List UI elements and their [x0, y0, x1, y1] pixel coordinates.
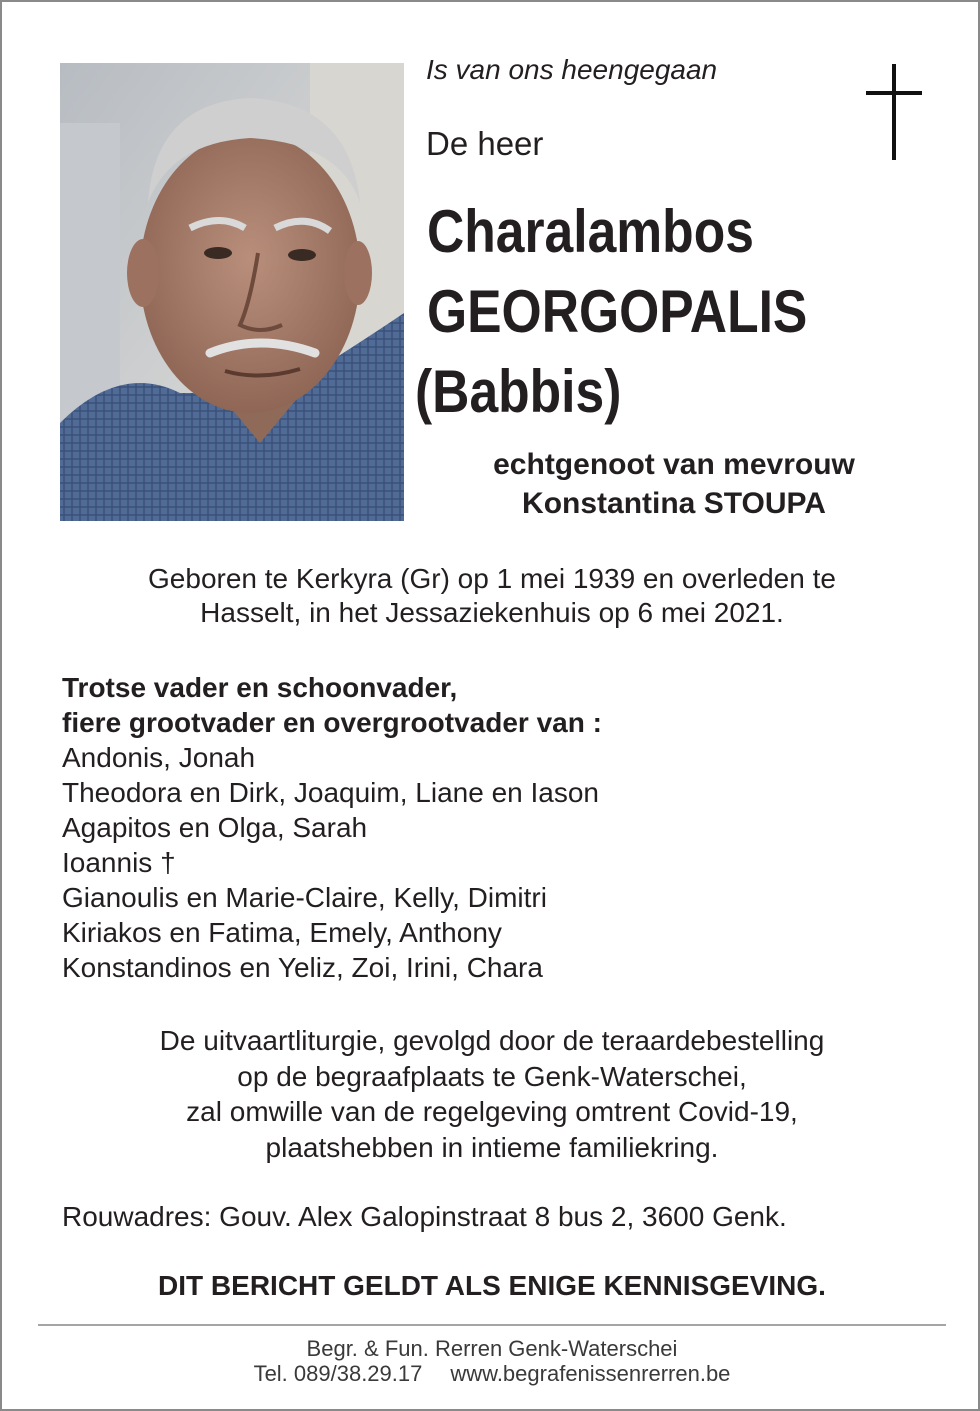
honorific: De heer — [426, 125, 544, 162]
birth-death-line: Hasselt, in het Jessaziekenhuis op 6 mei 2021. — [200, 597, 784, 628]
liturgy-line: op de begraafplaats te Genk-Waterschei, — [237, 1060, 747, 1092]
birth-death-text — [62, 562, 922, 630]
list-item: Konstandinos en Yeliz, Zoi, Irini, Chara — [62, 952, 543, 983]
portrait-photo — [60, 63, 404, 521]
liturgy-line: zal omwille van de regelgeving omtrent Covid-19, — [186, 1096, 798, 1127]
family-heading: fiere grootvader en overgrootvader van : — [62, 707, 602, 738]
liturgy-text — [62, 1023, 922, 1165]
intro-text: Is van ons heengegaan — [426, 54, 718, 85]
liturgy-line: plaatshebben in intieme familiekring. — [265, 1131, 719, 1163]
spouse-line-2: Konstantina STOUPA — [522, 487, 826, 520]
website-link[interactable]: www.begrafenissenrerren.be — [450, 1361, 731, 1386]
family-heading: Trotse vader en schoonvader, — [62, 672, 458, 703]
notice-text: DIT BERICHT GELDT ALS ENIGE KENNISGEVING. — [158, 1270, 826, 1301]
liturgy-line: De uitvaartliturgie, gevolgd door de teraardebestelling — [159, 1025, 825, 1056]
spouse-line-1: echtgenoot van mevrouw — [493, 448, 855, 481]
list-item: Theodora en Dirk, Joaquim, Liane en Iason — [62, 777, 599, 808]
divider — [38, 1324, 946, 1326]
last-name: GEORGOPALIS — [427, 278, 808, 345]
list-item: Andonis, Jonah — [62, 742, 256, 773]
family-list — [62, 670, 602, 985]
list-item: Kiriakos en Fatima, Emely, Anthony — [62, 917, 502, 948]
list-item: Ioannis † — [62, 847, 176, 878]
cross-icon — [864, 64, 924, 162]
phone-number: Tel. 089/38.29.17 — [253, 1361, 423, 1386]
funeral-company: Begr. & Fun. Rerren Genk-Waterschei — [306, 1336, 678, 1361]
birth-death-line: Geboren te Kerkyra (Gr) op 1 mei 1939 en overleden te — [148, 563, 836, 594]
footer — [38, 1336, 946, 1386]
list-item: Gianoulis en Marie-Claire, Kelly, Dimitri — [62, 882, 547, 913]
list-item: Agapitos en Olga, Sarah — [62, 812, 368, 843]
first-name: Charalambos — [427, 198, 754, 265]
mourning-address: Rouwadres: Gouv. Alex Galopinstraat 8 bus 2, 3600 Genk. — [62, 1201, 787, 1232]
nickname: (Babbis) — [415, 358, 622, 425]
